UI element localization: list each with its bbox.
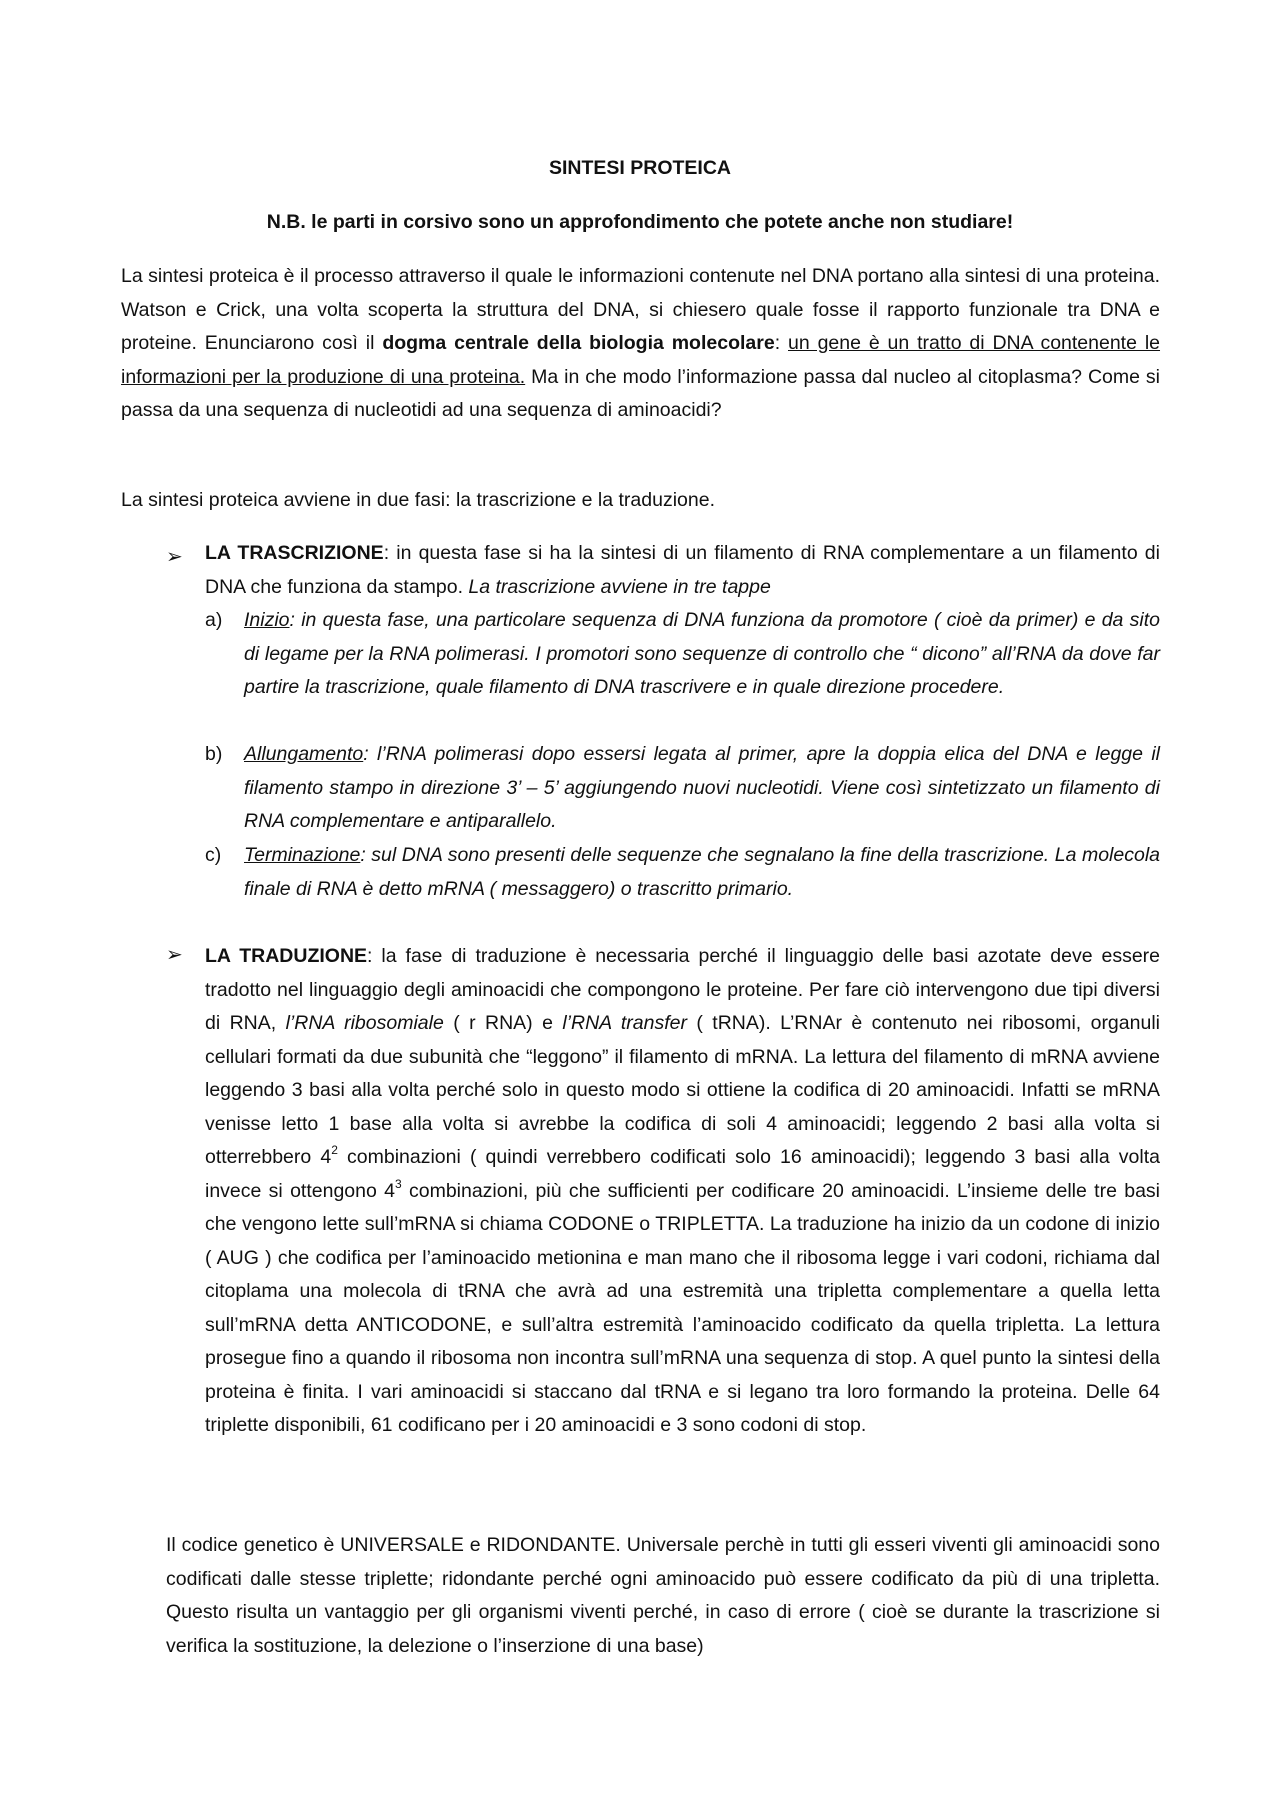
traduzione-text-5: combinazioni, più che sufficienti per codificare 20 aminoacidi. L’insieme delle tre basi che vengono lette sull’mRNA si chiama CODONE o TRIPLETTA. La traduzione ha inizio da un codone di inizio ( AUG ) che codifica per l’aminoacido metionina e man mano che il ribosoma legge i vari codoni, richiama dal citoplama una molecola di tRNA che avrà ad una estremità una tripletta complementare a quella letta sull’mRNA detta ANTICODONE, e sull’altra estremità l’aminoacido codificato da quella tripletta. La lettura prosegue fino a quando il ribosoma non incontra sull’mRNA una sequenza di stop. A quel punto la sintesi della proteina è finita. I vari aminoacidi si staccano dal tRNA e si legano tra loro formando la proteina. Delle 64 triplette disponibili, 61 codificano per i 20 aminoacidi e 3 sono codoni di stop.: [205, 1179, 1160, 1436]
intro-text-1: La sintesi proteica è il processo attraverso il quale le informazioni contenute nel DNA portano alla sintesi di una proteina. Watson e Crick, una volta scoperta la struttura del DNA, si chiesero quale fosse il rapporto funzionale tra DNA e proteine. Enunciarono così il: [121, 265, 1160, 354]
rna-transfer-term: l’RNA transfer: [562, 1012, 687, 1034]
traduzione-heading: LA TRADUZIONE: [205, 945, 368, 967]
list-item: [205, 738, 1160, 839]
intro-paragraph: [121, 260, 1160, 428]
document-title: SINTESI PROTEICA: [548, 157, 732, 179]
list-item: [205, 839, 1160, 906]
trascrizione-stages-intro: La trascrizione avviene in tre tappe: [468, 575, 771, 598]
arrow-bullet-icon: ➢: [166, 944, 183, 966]
step-text: : l’RNA polimerasi dopo essersi legata al primer, apre la doppia elica del DNA e legge il filamento stampo in direzione 3’ – 5’ aggiungendo nuovi nucleotidi. Viene così sintetizzato un filamento di RNA complementare e antiparallelo.: [244, 743, 1160, 832]
traduzione-text-2: ( r RNA) e: [443, 1012, 563, 1034]
list-label: a): [205, 609, 223, 631]
list-label: b): [205, 743, 223, 765]
trascrizione-text: : in questa fase si ha la sintesi di un filamento di RNA complementare a un filamento di DNA che funziona da stampo.: [205, 542, 1160, 598]
trascrizione-section: [205, 537, 1160, 604]
step-term: Terminazione: [244, 844, 361, 866]
exponent: 3: [394, 1176, 402, 1191]
traduzione-text-4: combinazioni ( quindi verrebbero codificati solo 16 aminoacidi); leggendo 3 basi alla volta invece si ottengono 4: [205, 1146, 1160, 1202]
gene-definition: un gene è un tratto di DNA contenente le informazioni per la produzione di una proteina.: [121, 332, 1161, 388]
exponent: 2: [331, 1143, 338, 1157]
traduzione-text-1: : la fase di traduzione è necessaria perché il linguaggio delle basi azotate deve essere tradotto nel linguaggio degli aminoacidi che compongono le proteine. Per fare ciò intervengono due tipi diversi di RNA,: [205, 945, 1161, 1034]
arrow-bullet-icon: ➢: [166, 546, 183, 568]
step-text: : in questa fase, una particolare sequenza di DNA funziona da promotore ( cioè da primer) e da sito di legame per la RNA polimerasi. I promotori sono sequenze di controllo che “ dicono” all’RNA da dove far partire la trascrizione, quale filamento di DNA trascrivere e in quale direzione procedere.: [244, 609, 1160, 698]
trascrizione-heading: LA TRASCRIZIONE: [205, 542, 384, 564]
intro-text-3: Ma in che modo l’informazione passa dal nucleo al citoplasma? Come si passa da una sequenza di nucleotidi ad una sequenza di aminoacidi?: [121, 365, 1160, 421]
phases-paragraph: La sintesi proteica avviene in due fasi: la trascrizione e la traduzione.: [121, 489, 715, 511]
rna-ribosomiale-term: l’RNA ribosomiale: [285, 1012, 444, 1034]
step-text: : sul DNA sono presenti delle sequenze che segnalano la fine della trascrizione. La molecola finale di RNA è detto mRNA ( messaggero) o trascritto primario.: [244, 844, 1160, 900]
list-label: c): [205, 844, 222, 866]
traduzione-text-3: ( tRNA). L’RNAr è contenuto nei ribosomi, organuli cellulari formati da due subunità che “leggono” il filamento di mRNA. La lettura del filamento di mRNA avviene leggendo 3 basi alla volta perché solo in questo modo si ottiene la codifica di 20 aminoacidi. Infatti se mRNA venisse letto 1 base alla volta si avrebbe la codifica di soli 4 aminoacidi; leggendo 2 basi alla volta si otterrebbero 4: [205, 1012, 1160, 1168]
codice-genetico-paragraph: Il codice genetico è UNIVERSALE e RIDONDANTE. Universale perchè in tutti gli esseri viventi gli aminoacidi sono codificati dalle stesse triplette; ridondante perché ogni aminoacido può essere codificato da più di una tripletta. Questo risulta un vantaggio per gli organismi viventi perché, in caso di errore ( cioè se durante la trascrizione si verifica la sostituzione, la delezione o l’inserzione di una base): [166, 1534, 1160, 1657]
step-term: Inizio: [244, 609, 290, 631]
list-item: [205, 604, 1160, 705]
study-note: N.B. le parti in corsivo sono un approfondimento che potete anche non studiare!: [266, 211, 1014, 233]
step-term: Allungamento: [244, 743, 364, 765]
intro-text-2: :: [774, 332, 788, 354]
traduzione-section: [205, 940, 1160, 1443]
central-dogma-term: dogma centrale della biologia molecolare: [382, 332, 775, 354]
